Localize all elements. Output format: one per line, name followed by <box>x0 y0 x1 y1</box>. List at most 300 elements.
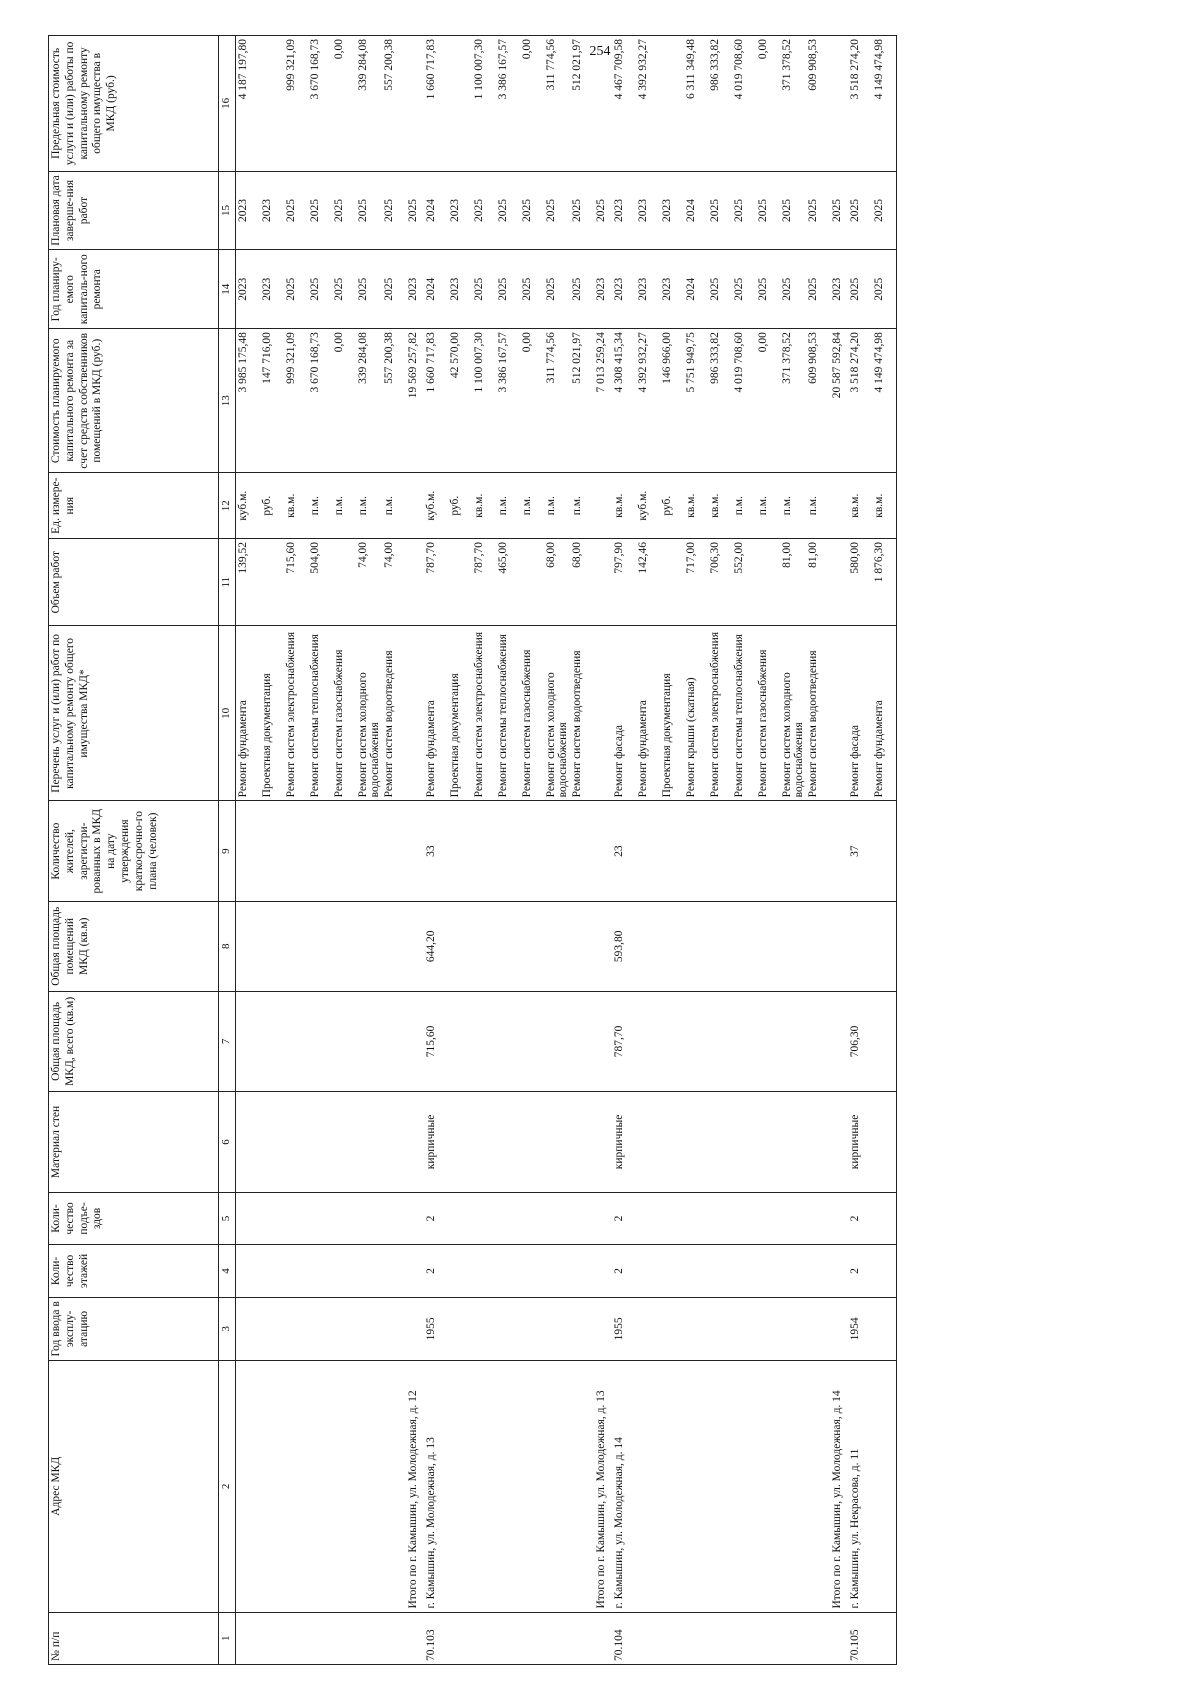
col-header-14: Год планиру-емого капиталь-ного ремонта <box>49 250 219 329</box>
entrances-count-cell <box>806 1192 830 1244</box>
owners-cost-cell: 4 019 708,60 <box>732 329 756 473</box>
total-area-cell <box>496 991 520 1092</box>
col-number: 16 <box>219 36 236 172</box>
owners-cost-cell: 4 149 474,98 <box>872 329 897 473</box>
limit-cost-cell <box>406 36 424 172</box>
owners-cost-cell: 7 013 259,24 <box>594 329 612 473</box>
table-row <box>756 36 780 1665</box>
premises-area-cell <box>284 901 308 991</box>
address-cell <box>284 1361 308 1612</box>
work-type-cell: Проектная документация <box>448 626 472 801</box>
owners-cost-cell: 4 308 415,34 <box>612 329 636 473</box>
plan-year-cell: 2023 <box>448 250 472 329</box>
residents-count-cell <box>332 801 356 902</box>
total-area-cell <box>448 991 472 1092</box>
plan-year-cell: 2023 <box>260 250 284 329</box>
residents-count-cell <box>708 801 732 902</box>
address-cell <box>756 1361 780 1612</box>
plan-year-cell: 2025 <box>708 250 732 329</box>
completion-date-cell: 2023 <box>260 171 284 250</box>
wall-material-cell: кирпичные <box>848 1092 872 1193</box>
limit-cost-cell: 0,00 <box>756 36 780 172</box>
table-row <box>872 36 897 1665</box>
wall-material-cell <box>830 1092 848 1193</box>
col-header-9: Количество жителей, зарегистри-рованных в МКД на дату утверждения краткосрочно-го плана (человек) <box>49 801 219 902</box>
entrances-count-cell <box>660 1192 684 1244</box>
unit-cell: п.м. <box>496 473 520 539</box>
entrances-count-cell: 2 <box>848 1192 872 1244</box>
residents-count-cell <box>756 801 780 902</box>
work-volume-cell: 580,00 <box>848 538 872 625</box>
completion-date-cell: 2025 <box>570 171 594 250</box>
wall-material-cell <box>732 1092 756 1193</box>
limit-cost-cell <box>594 36 612 172</box>
limit-cost-cell: 0,00 <box>520 36 544 172</box>
wall-material-cell <box>544 1092 570 1193</box>
residents-count-cell <box>636 801 660 902</box>
wall-material-cell <box>594 1092 612 1193</box>
residents-count-cell <box>356 801 382 902</box>
row-number-cell <box>570 1612 594 1664</box>
address-cell <box>520 1361 544 1612</box>
plan-year-cell: 2025 <box>308 250 332 329</box>
residents-count-cell <box>496 801 520 902</box>
floors-count-cell <box>732 1245 756 1297</box>
total-area-cell <box>260 991 284 1092</box>
entrances-count-cell <box>830 1192 848 1244</box>
entrances-count-cell <box>308 1192 332 1244</box>
limit-cost-cell: 3 386 167,57 <box>496 36 520 172</box>
total-area-cell: 706,30 <box>848 991 872 1092</box>
entrances-count-cell: 2 <box>424 1192 448 1244</box>
limit-cost-cell: 4 467 709,58 <box>612 36 636 172</box>
row-number-cell <box>332 1612 356 1664</box>
work-volume-cell: 74,00 <box>356 538 382 625</box>
premises-area-cell <box>848 901 872 991</box>
owners-cost-cell: 0,00 <box>332 329 356 473</box>
table-row <box>472 36 496 1665</box>
address-cell <box>732 1361 756 1612</box>
year-built-cell <box>332 1297 356 1360</box>
row-number-cell <box>732 1612 756 1664</box>
work-type-cell: Проектная документация <box>660 626 684 801</box>
completion-date-cell: 2024 <box>424 171 448 250</box>
owners-cost-cell: 986 333,82 <box>708 329 732 473</box>
work-type-cell: Ремонт систем холодного водоснабжения <box>780 626 806 801</box>
year-built-cell <box>594 1297 612 1360</box>
address-cell: Итого по г. Камышин, ул. Молодежная, д. 14 <box>830 1361 848 1612</box>
owners-cost-cell: 0,00 <box>520 329 544 473</box>
work-volume-cell <box>660 538 684 625</box>
wall-material-cell <box>284 1092 308 1193</box>
unit-cell: п.м. <box>544 473 570 539</box>
col-number: 4 <box>219 1245 236 1297</box>
residents-count-cell <box>472 801 496 902</box>
entrances-count-cell <box>472 1192 496 1244</box>
limit-cost-cell <box>830 36 848 172</box>
unit-cell: кв.м. <box>612 473 636 539</box>
work-type-cell: Ремонт фундамента <box>424 626 448 801</box>
owners-cost-cell: 4 392 932,27 <box>636 329 660 473</box>
entrances-count-cell <box>594 1192 612 1244</box>
residents-count-cell <box>830 801 848 902</box>
unit-cell: п.м. <box>356 473 382 539</box>
year-built-cell <box>830 1297 848 1360</box>
floors-count-cell: 2 <box>424 1245 448 1297</box>
completion-date-cell: 2025 <box>830 171 848 250</box>
total-area-cell <box>308 991 332 1092</box>
floors-count-cell <box>594 1245 612 1297</box>
work-volume-cell: 717,00 <box>684 538 708 625</box>
table-row <box>356 36 382 1665</box>
work-type-cell: Ремонт систем водоотведения <box>806 626 830 801</box>
total-area-cell <box>780 991 806 1092</box>
plan-year-cell: 2024 <box>684 250 708 329</box>
limit-cost-cell: 6 311 349,48 <box>684 36 708 172</box>
work-volume-cell: 706,30 <box>708 538 732 625</box>
premises-area-cell <box>806 901 830 991</box>
plan-year-cell: 2025 <box>570 250 594 329</box>
plan-year-cell: 2025 <box>806 250 830 329</box>
table-row <box>780 36 806 1665</box>
completion-date-cell: 2025 <box>806 171 830 250</box>
work-volume-cell: 81,00 <box>780 538 806 625</box>
premises-area-cell <box>308 901 332 991</box>
completion-date-cell: 2023 <box>660 171 684 250</box>
owners-cost-cell: 512 021,97 <box>570 329 594 473</box>
floors-count-cell <box>448 1245 472 1297</box>
table-row <box>448 36 472 1665</box>
entrances-count-cell <box>872 1192 897 1244</box>
unit-cell: кв.м. <box>872 473 897 539</box>
col-number: 12 <box>219 473 236 539</box>
row-number-cell <box>520 1612 544 1664</box>
total-area-cell <box>406 991 424 1092</box>
plan-year-cell: 2023 <box>236 250 261 329</box>
premises-area-cell <box>544 901 570 991</box>
year-built-cell <box>636 1297 660 1360</box>
row-number-cell <box>284 1612 308 1664</box>
col-number: 14 <box>219 250 236 329</box>
limit-cost-cell: 4 392 932,27 <box>636 36 660 172</box>
residents-count-cell <box>406 801 424 902</box>
limit-cost-cell <box>660 36 684 172</box>
entrances-count-cell <box>382 1192 406 1244</box>
owners-cost-cell: 3 670 168,73 <box>308 329 332 473</box>
col-header-3: Год ввода в эксплу-атацию <box>49 1297 219 1360</box>
premises-area-cell <box>382 901 406 991</box>
work-volume-cell <box>448 538 472 625</box>
owners-cost-cell: 5 751 949,75 <box>684 329 708 473</box>
col-number: 8 <box>219 901 236 991</box>
work-type-cell: Ремонт систем газоснабжения <box>332 626 356 801</box>
limit-cost-cell: 4 187 197,80 <box>236 36 261 172</box>
work-volume-cell: 142,46 <box>636 538 660 625</box>
owners-cost-cell: 311 774,56 <box>544 329 570 473</box>
total-area-cell <box>472 991 496 1092</box>
completion-date-cell: 2025 <box>356 171 382 250</box>
work-volume-cell: 504,00 <box>308 538 332 625</box>
row-number-cell <box>872 1612 897 1664</box>
work-type-cell: Ремонт фундамента <box>236 626 261 801</box>
address-cell <box>236 1361 261 1612</box>
entrances-count-cell <box>260 1192 284 1244</box>
wall-material-cell <box>708 1092 732 1193</box>
unit-cell: п.м. <box>756 473 780 539</box>
owners-cost-cell: 146 966,00 <box>660 329 684 473</box>
premises-area-cell <box>594 901 612 991</box>
premises-area-cell <box>660 901 684 991</box>
year-built-cell <box>544 1297 570 1360</box>
residents-count-cell <box>660 801 684 902</box>
col-header-2: Адрес МКД <box>49 1361 219 1612</box>
unit-cell: куб.м. <box>424 473 448 539</box>
year-built-cell <box>284 1297 308 1360</box>
table-row <box>732 36 756 1665</box>
unit-cell: п.м. <box>308 473 332 539</box>
wall-material-cell <box>472 1092 496 1193</box>
premises-area-cell <box>756 901 780 991</box>
entrances-count-cell <box>684 1192 708 1244</box>
address-cell <box>472 1361 496 1612</box>
total-area-cell <box>284 991 308 1092</box>
unit-cell: кв.м. <box>684 473 708 539</box>
owners-cost-cell: 3 985 175,48 <box>236 329 261 473</box>
year-built-cell <box>472 1297 496 1360</box>
wall-material-cell <box>406 1092 424 1193</box>
completion-date-cell: 2025 <box>406 171 424 250</box>
completion-date-cell: 2025 <box>708 171 732 250</box>
premises-area-cell <box>332 901 356 991</box>
address-cell <box>660 1361 684 1612</box>
year-built-cell <box>496 1297 520 1360</box>
address-cell <box>636 1361 660 1612</box>
limit-cost-cell: 311 774,56 <box>544 36 570 172</box>
wall-material-cell <box>308 1092 332 1193</box>
table-row <box>544 36 570 1665</box>
premises-area-cell <box>520 901 544 991</box>
address-cell <box>684 1361 708 1612</box>
floors-count-cell <box>708 1245 732 1297</box>
residents-count-cell <box>284 801 308 902</box>
entrances-count-cell <box>732 1192 756 1244</box>
col-header-7: Общая площадь МКД, всего (кв.м) <box>49 991 219 1092</box>
address-cell <box>356 1361 382 1612</box>
page-number: 254 <box>589 44 611 59</box>
premises-area-cell <box>496 901 520 991</box>
work-volume-cell <box>830 538 848 625</box>
premises-area-cell <box>236 901 261 991</box>
table-row <box>308 36 332 1665</box>
row-number-cell <box>356 1612 382 1664</box>
year-built-cell <box>356 1297 382 1360</box>
address-cell <box>308 1361 332 1612</box>
total-area-cell <box>236 991 261 1092</box>
row-number-cell <box>684 1612 708 1664</box>
total-area-cell <box>544 991 570 1092</box>
limit-cost-cell: 609 908,53 <box>806 36 830 172</box>
unit-cell: куб.м. <box>236 473 261 539</box>
address-cell <box>332 1361 356 1612</box>
floors-count-cell <box>830 1245 848 1297</box>
plan-year-cell: 2025 <box>284 250 308 329</box>
work-type-cell: Ремонт систем газоснабжения <box>756 626 780 801</box>
plan-year-cell: 2025 <box>472 250 496 329</box>
row-number-cell <box>260 1612 284 1664</box>
completion-date-cell: 2025 <box>732 171 756 250</box>
work-volume-cell: 552,00 <box>732 538 756 625</box>
owners-cost-cell: 1 100 007,30 <box>472 329 496 473</box>
floors-count-cell <box>806 1245 830 1297</box>
total-area-cell: 715,60 <box>424 991 448 1092</box>
total-row <box>594 36 612 1665</box>
header-row <box>49 36 219 1665</box>
year-built-cell <box>756 1297 780 1360</box>
year-built-cell <box>236 1297 261 1360</box>
owners-cost-cell: 0,00 <box>756 329 780 473</box>
entrances-count-cell <box>406 1192 424 1244</box>
unit-cell: куб.м. <box>636 473 660 539</box>
residents-count-cell <box>308 801 332 902</box>
year-built-cell: 1955 <box>612 1297 636 1360</box>
col-header-8: Общая площадь помещений МКД (кв.м) <box>49 901 219 991</box>
plan-year-cell: 2025 <box>544 250 570 329</box>
residents-count-cell <box>236 801 261 902</box>
col-number: 2 <box>219 1361 236 1612</box>
work-volume-cell: 68,00 <box>544 538 570 625</box>
row-number-cell: 70.104 <box>612 1612 636 1664</box>
total-area-cell <box>332 991 356 1092</box>
year-built-cell <box>260 1297 284 1360</box>
plan-year-cell: 2023 <box>830 250 848 329</box>
unit-cell: кв.м. <box>472 473 496 539</box>
total-area-cell <box>732 991 756 1092</box>
residents-count-cell <box>448 801 472 902</box>
entrances-count-cell <box>356 1192 382 1244</box>
table-row <box>520 36 544 1665</box>
work-volume-cell: 715,60 <box>284 538 308 625</box>
entrances-count-cell <box>236 1192 261 1244</box>
residents-count-cell <box>732 801 756 902</box>
year-built-cell <box>708 1297 732 1360</box>
wall-material-cell <box>448 1092 472 1193</box>
premises-area-cell <box>708 901 732 991</box>
year-built-cell <box>780 1297 806 1360</box>
plan-year-cell: 2023 <box>594 250 612 329</box>
unit-cell: п.м. <box>520 473 544 539</box>
plan-year-cell: 2025 <box>496 250 520 329</box>
total-area-cell <box>756 991 780 1092</box>
work-type-cell: Ремонт систем водоотведения <box>570 626 594 801</box>
wall-material-cell <box>332 1092 356 1193</box>
completion-date-cell: 2023 <box>236 171 261 250</box>
residents-count-cell: 23 <box>612 801 636 902</box>
completion-date-cell: 2023 <box>448 171 472 250</box>
row-number-cell <box>308 1612 332 1664</box>
floors-count-cell <box>756 1245 780 1297</box>
completion-date-cell: 2025 <box>780 171 806 250</box>
limit-cost-cell: 512 021,97 <box>570 36 594 172</box>
residents-count-cell <box>594 801 612 902</box>
wall-material-cell <box>756 1092 780 1193</box>
completion-date-cell: 2025 <box>382 171 406 250</box>
rotated-sheet <box>48 35 1200 1665</box>
wall-material-cell <box>382 1092 406 1193</box>
work-type-cell: Ремонт систем электроснабжения <box>472 626 496 801</box>
limit-cost-cell: 3 518 274,20 <box>848 36 872 172</box>
unit-cell: п.м. <box>332 473 356 539</box>
owners-cost-cell: 3 518 274,20 <box>848 329 872 473</box>
plan-year-cell: 2025 <box>848 250 872 329</box>
owners-cost-cell: 42 570,00 <box>448 329 472 473</box>
year-built-cell <box>308 1297 332 1360</box>
col-number: 9 <box>219 801 236 902</box>
year-built-cell <box>448 1297 472 1360</box>
work-type-cell: Ремонт системы теплоснабжения <box>732 626 756 801</box>
row-number-cell <box>756 1612 780 1664</box>
entrances-count-cell <box>520 1192 544 1244</box>
completion-date-cell: 2025 <box>496 171 520 250</box>
limit-cost-cell: 557 200,38 <box>382 36 406 172</box>
total-area-cell <box>806 991 830 1092</box>
work-type-cell: Ремонт фундамента <box>872 626 897 801</box>
unit-cell <box>406 473 424 539</box>
unit-cell: руб. <box>260 473 284 539</box>
table-row <box>382 36 406 1665</box>
work-type-cell: Ремонт фасада <box>612 626 636 801</box>
completion-date-cell: 2025 <box>308 171 332 250</box>
plan-year-cell: 2023 <box>406 250 424 329</box>
premises-area-cell <box>260 901 284 991</box>
residents-count-cell: 33 <box>424 801 448 902</box>
limit-cost-cell: 0,00 <box>332 36 356 172</box>
completion-date-cell: 2025 <box>284 171 308 250</box>
col-number: 5 <box>219 1192 236 1244</box>
wall-material-cell <box>496 1092 520 1193</box>
limit-cost-cell: 986 333,82 <box>708 36 732 172</box>
unit-cell: кв.м. <box>708 473 732 539</box>
address-cell: г. Камышин, ул. Молодежная, д. 14 <box>612 1361 636 1612</box>
entrances-count-cell <box>544 1192 570 1244</box>
total-area-cell <box>570 991 594 1092</box>
entrances-count-cell <box>570 1192 594 1244</box>
work-type-cell: Проектная документация <box>260 626 284 801</box>
work-type-cell: Ремонт системы теплоснабжения <box>308 626 332 801</box>
unit-cell: п.м. <box>806 473 830 539</box>
premises-area-cell <box>872 901 897 991</box>
year-built-cell <box>660 1297 684 1360</box>
unit-cell: п.м. <box>382 473 406 539</box>
total-area-cell <box>594 991 612 1092</box>
table-row <box>424 36 448 1665</box>
premises-area-cell <box>570 901 594 991</box>
floors-count-cell <box>472 1245 496 1297</box>
year-built-cell <box>406 1297 424 1360</box>
work-volume-cell: 787,70 <box>424 538 448 625</box>
work-type-cell: Ремонт фундамента <box>636 626 660 801</box>
owners-cost-cell: 339 284,08 <box>356 329 382 473</box>
premises-area-cell <box>684 901 708 991</box>
completion-date-cell: 2025 <box>848 171 872 250</box>
address-cell <box>496 1361 520 1612</box>
unit-cell: п.м. <box>780 473 806 539</box>
limit-cost-cell: 3 670 168,73 <box>308 36 332 172</box>
owners-cost-cell: 20 587 592,84 <box>830 329 848 473</box>
plan-year-cell: 2025 <box>332 250 356 329</box>
work-type-cell <box>594 626 612 801</box>
plan-year-cell: 2025 <box>520 250 544 329</box>
row-number-cell <box>472 1612 496 1664</box>
